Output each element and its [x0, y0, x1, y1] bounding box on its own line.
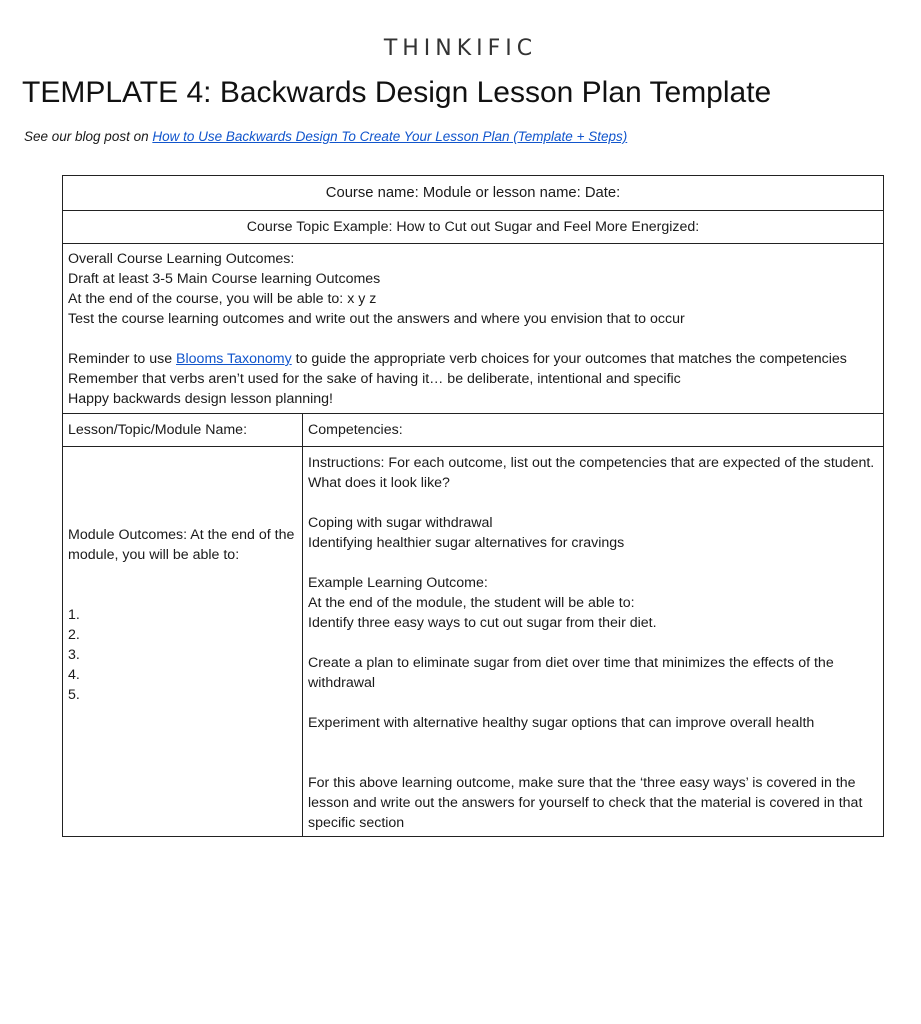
competencies-instructions: Instructions: For each outcome, list out the competencies that are expected of the student. What does it look like?	[308, 455, 875, 491]
outcomes-draft: Draft at least 3-5 Main Course learning Outcomes	[68, 271, 381, 287]
competency-experiment: Experiment with alternative healthy sugar options that can improve overall health	[308, 715, 815, 731]
reminder-suffix: to guide the appropriate verb choices for your outcomes that matches the competencies	[291, 351, 847, 367]
module-outcomes-cell	[63, 447, 303, 837]
outcomes-heading: Overall Course Learning Outcomes:	[68, 251, 295, 267]
thinkific-logo: THINKIFIC	[383, 36, 538, 61]
competencies-header: Competencies:	[303, 414, 884, 447]
table-row	[63, 414, 884, 447]
table-row	[63, 211, 884, 244]
competency-item-1: Coping with sugar withdrawal	[308, 515, 493, 531]
example-outcome-label: Example Learning Outcome:	[308, 575, 488, 591]
outcome-number-3: 3.	[68, 646, 80, 663]
lesson-name-header: Lesson/Topic/Module Name:	[63, 414, 303, 447]
outcomes-test: Test the course learning outcomes and write out the answers and where you envision that to occur	[68, 311, 685, 327]
blog-reference	[24, 129, 627, 144]
course-name-cell: Course name: Module or lesson name: Date:	[63, 176, 884, 211]
blog-post-link[interactable]: How to Use Backwards Design To Create Your Lesson Plan (Template + Steps)	[152, 129, 628, 144]
reminder-prefix: Reminder to use	[68, 351, 177, 367]
example-outcome-line1: At the end of the module, the student will be able to:	[308, 595, 635, 611]
example-outcome-line2: Identify three easy ways to cut out sugar from their diet.	[308, 615, 657, 631]
outcomes-verbs: Remember that verbs aren’t used for the sake of having it… be deliberate, intentional and specific	[68, 371, 681, 387]
table-row	[63, 244, 884, 414]
outcome-number-4: 4.	[68, 666, 80, 683]
outcome-number-2: 2.	[68, 626, 80, 643]
competency-note: For this above learning outcome, make sure that the ‘three easy ways’ is covered in the lesson and write out the answers for yourself to check that the material is covered in that specific section	[308, 775, 863, 831]
course-outcomes-cell	[63, 244, 884, 414]
competencies-cell	[303, 447, 884, 837]
competency-item-2: Identifying healthier sugar alternatives for cravings	[308, 535, 625, 551]
blooms-taxonomy-link[interactable]: Blooms Taxonomy	[176, 351, 292, 367]
outcomes-reminder	[68, 349, 878, 369]
competency-plan: Create a plan to eliminate sugar from diet over time that minimizes the effects of the withdrawal	[308, 655, 834, 691]
outcomes-end-of-course: At the end of the course, you will be able to: x y z	[68, 291, 377, 307]
outcome-number-5: 5.	[68, 686, 80, 703]
outcome-number-1: 1.	[68, 606, 80, 623]
blog-prefix: See our blog post on	[24, 129, 153, 144]
table-row	[63, 447, 884, 837]
module-outcomes-text: Module Outcomes: At the end of the module, you will be able to:	[68, 526, 295, 563]
table-row	[63, 176, 884, 211]
course-topic-cell: Course Topic Example: How to Cut out Sugar and Feel More Energized:	[63, 211, 884, 244]
outcomes-happy: Happy backwards design lesson planning!	[68, 391, 333, 407]
lesson-plan-table	[62, 175, 884, 837]
page-title: TEMPLATE 4: Backwards Design Lesson Plan Template	[22, 76, 772, 109]
